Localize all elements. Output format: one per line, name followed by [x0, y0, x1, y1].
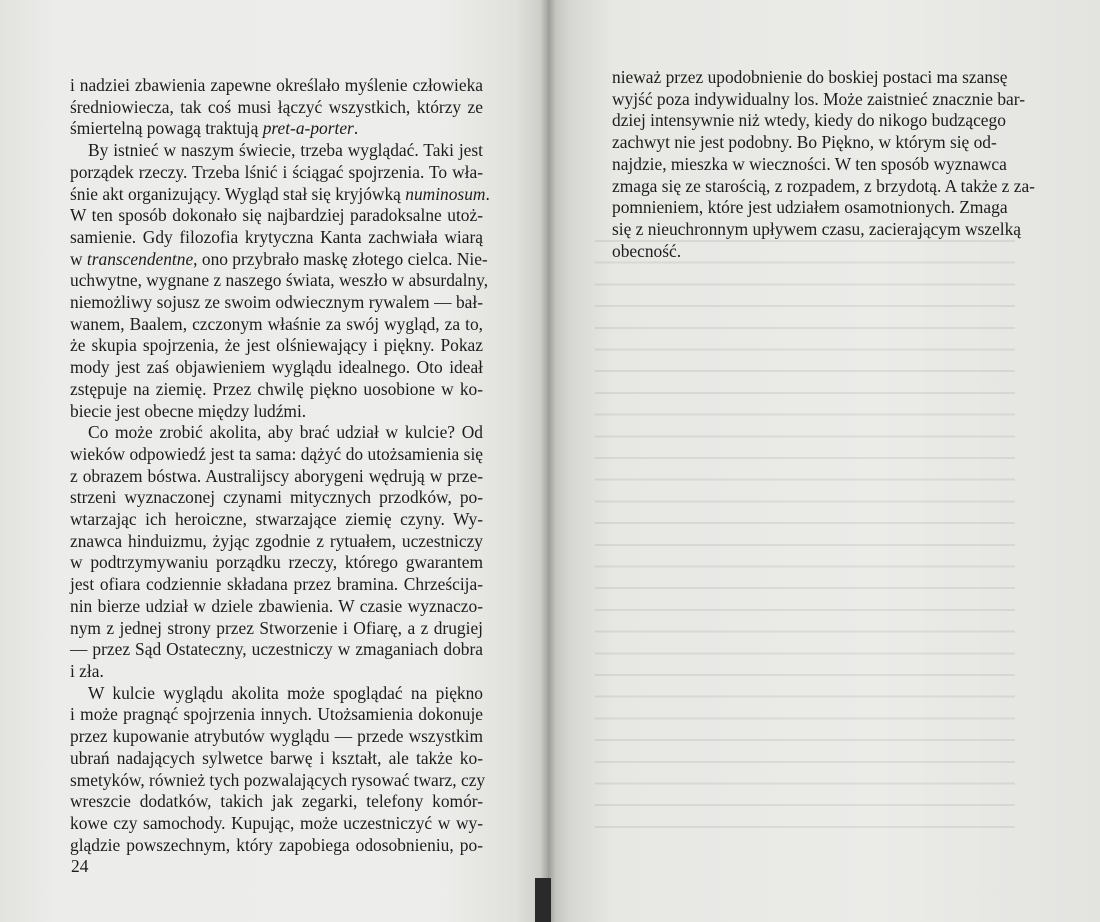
text-line: śmiertelną powagą traktują pret-a-porter. — [70, 118, 359, 139]
text-line: obecność. — [612, 240, 682, 261]
text-line: wanem, Baalem, czczonym właśnie za swój wygląd, za to, — [70, 313, 483, 334]
text-line: w transcendentne, ono przybrało maskę złotego cielca. Nie- — [70, 248, 488, 269]
text-line: W ten sposób dokonało się najbardziej paradoksalne utoż- — [70, 205, 483, 226]
text-line: średniowiecza, tak coś musi łączyć wszystkich, którzy ze — [70, 96, 483, 117]
text-line: Co może zrobić akolita, aby brać udział w kulcie? Od — [88, 422, 483, 443]
text-line: zachwyt nie jest podobny. Bo Piękno, w którym się od- — [612, 132, 997, 153]
text-line: nieważ przez upodobnienie do boskiej postaci ma szansę — [612, 67, 1008, 87]
text-line: uchwytne, wygnane z naszego świata, weszło w absurdalny, — [70, 270, 489, 291]
text-line: smetyków, również tych pozwalających rysować twarz, czy — [70, 769, 486, 790]
text-line: biecie jest obecne między ludźmi. — [70, 400, 307, 421]
left-page — [0, 0, 548, 922]
book-gutter — [540, 0, 556, 922]
page-number: 24 — [71, 856, 89, 876]
text-line: pomnieniem, które jest udziałem osamotnionych. Zmaga — [612, 197, 1008, 218]
text-line: i nadziei zbawienia zapewne określało myślenie człowieka — [70, 75, 483, 95]
text-line: wtarzając ich heroiczne, stwarzające ziemię czyny. Wy- — [70, 509, 483, 530]
right-page-text — [612, 67, 1035, 262]
text-line: dziej intensywnie niż wtedy, kiedy do nikogo budzącego — [612, 110, 1006, 131]
text-line: zstępuje na ziemię. Przez chwilę piękno uosobione w ko- — [70, 378, 483, 399]
text-line: mody jest zaś objawieniem wyglądu idealnego. Oto ideał — [70, 357, 483, 378]
text-line: nin bierze udział w dziele zbawienia. W czasie wyznaczo- — [70, 595, 483, 616]
text-line: że skupia spojrzenia, że jest olśniewający i piękny. Pokaz — [70, 335, 483, 356]
text-line: strzeni wyznaczonej czynami mitycznych przodków, po- — [70, 487, 483, 508]
text-line: nym z jednej strony przez Stworzenie i Ofiarę, a z drugiej — [70, 617, 483, 638]
text-line: kowe czy samochody. Kupując, może uczestniczyć w wy- — [70, 812, 483, 833]
text-line: i zła. — [70, 660, 104, 681]
text-line: samienie. Gdy filozofia krytyczna Kanta zachwiała wiarą — [70, 226, 483, 247]
text-line: niemożliwy sojusz ze swoim odwiecznym rywalem — bał- — [70, 292, 483, 313]
text-line: wieków odpowiedź jest ta sama: dążyć do utożsamienia się — [70, 443, 483, 464]
text-line: i może pragnąć spojrzenia innych. Utożsamienia dokonuje — [70, 704, 483, 725]
bleed-through-texture — [595, 240, 1015, 830]
text-line: porządek rzeczy. Trzeba lśnić i ściągać spojrzenia. To wła- — [70, 161, 483, 182]
text-line: wyjść poza indywidualny los. Może zaistnieć znacznie bar- — [612, 88, 1026, 109]
text-line: ubrań nadających sylwetce barwę i kształt, ale także ko- — [70, 747, 483, 768]
left-page-text — [70, 75, 490, 856]
text-line: glądzie powszechnym, który zapobiega odosobnieniu, po- — [70, 834, 483, 855]
text-line: — przez Sąd Ostateczny, uczestniczy w zmaganiach dobra — [70, 639, 483, 660]
book-spine-edge — [535, 878, 551, 922]
text-line: zmaga się ze starością, z rozpadem, z brzydotą. A także z za- — [612, 175, 1035, 196]
italic-term: transcendentne — [86, 248, 194, 269]
text-line: W kulcie wyglądu akolita może spoglądać na piękno — [88, 682, 483, 703]
text-line: jest ofiara codziennie składana przez bramina. Chrześcija- — [70, 574, 483, 595]
text-line: By istnieć w naszym świecie, trzeba wyglądać. Taki jest — [88, 140, 483, 161]
text-line: się z nieuchronnym upływem czasu, zacierającym wszelką — [612, 218, 1021, 239]
text-line: śnie akt organizujący. Wygląd stał się kryjówką numinosum. — [70, 183, 490, 204]
italic-term: numinosum — [405, 183, 486, 204]
text-line: przez kupowanie atrybutów wyglądu — przede wszystkim — [70, 726, 483, 747]
text-line: w podtrzymywaniu porządku rzeczy, którego gwarantem — [70, 552, 483, 573]
text-line: z obrazem bóstwa. Australijscy aborygeni wędrują w prze- — [70, 465, 483, 486]
italic-term: pret-a-porter — [262, 118, 354, 139]
text-line: wreszcie dodatków, takich jak zegarki, telefony komór- — [70, 791, 483, 812]
text-line: najdzie, mieszka w wieczności. W ten sposób wyznawca — [612, 153, 1007, 174]
text-line: znawca hinduizmu, żyjąc zgodnie z rytuałem, uczestniczy — [70, 530, 483, 551]
